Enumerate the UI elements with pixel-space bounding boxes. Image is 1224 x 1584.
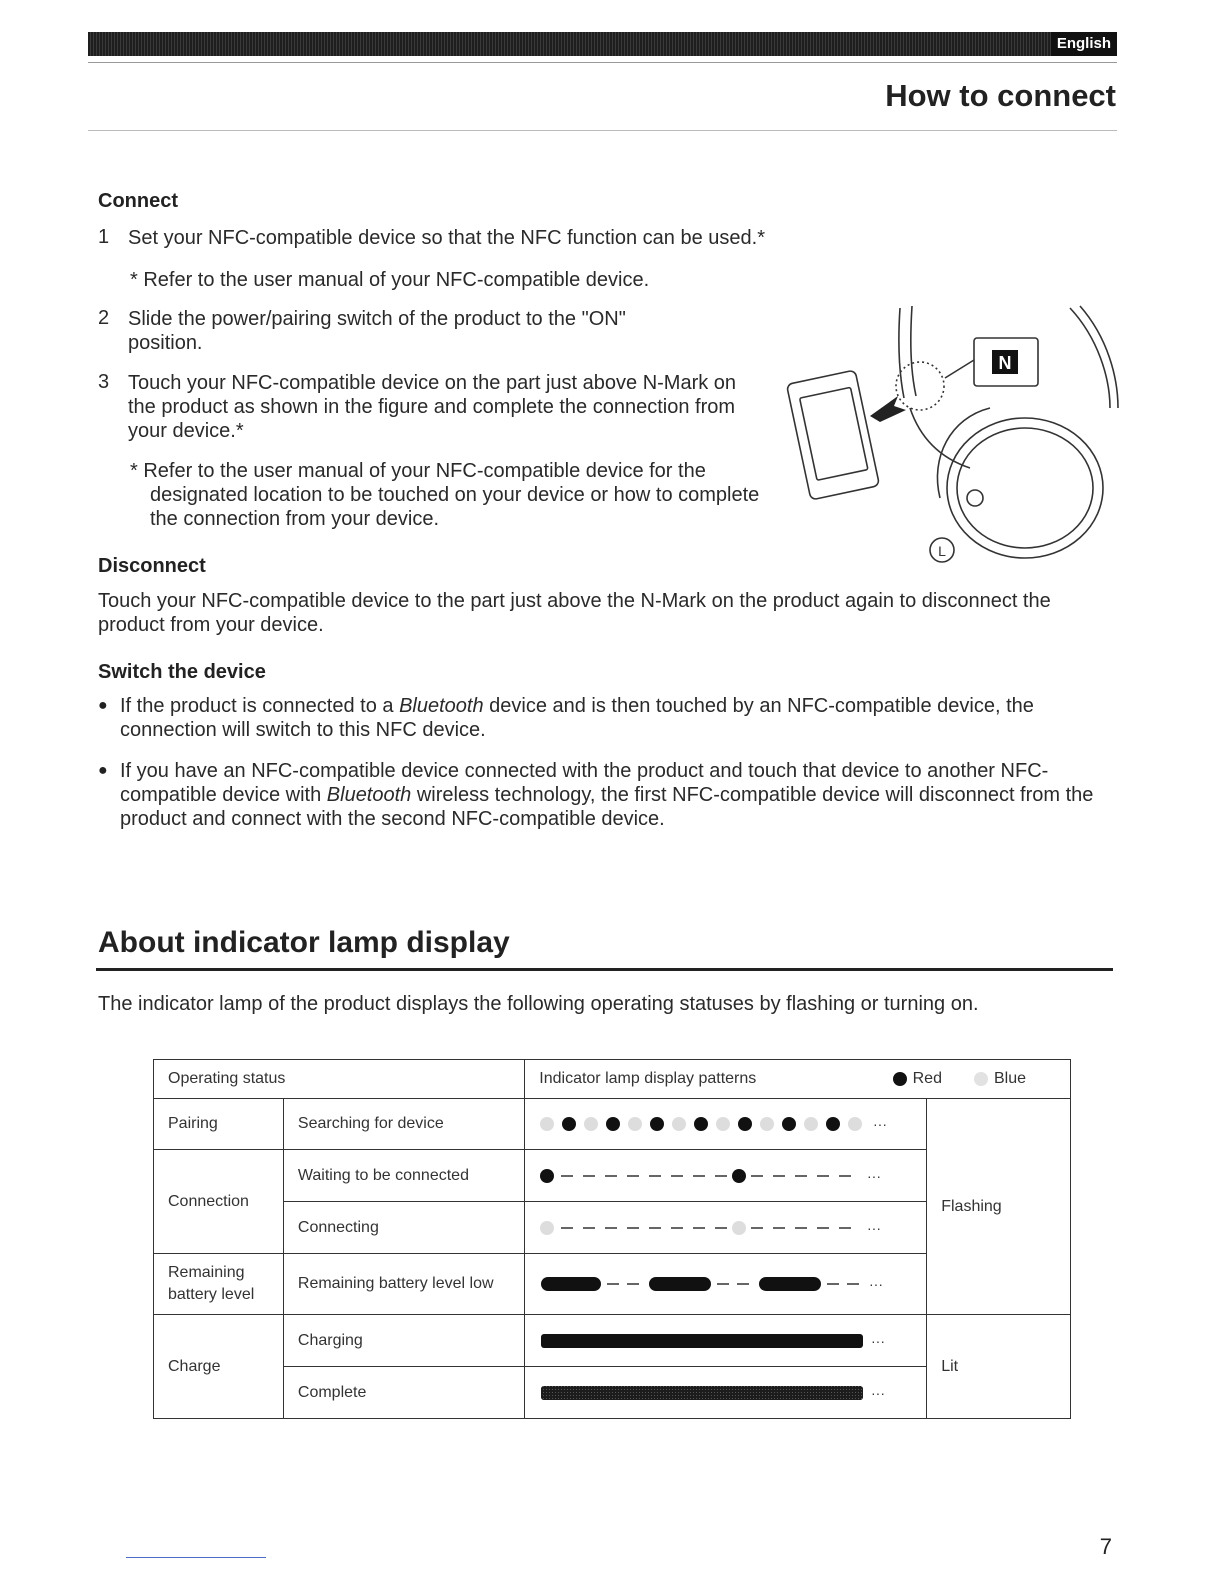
status-label: Complete: [283, 1367, 524, 1419]
ellipsis: ···: [871, 1384, 886, 1401]
pattern-waiting: [525, 1150, 927, 1202]
pattern-dots: [540, 1117, 862, 1131]
indicator-table: [153, 1059, 1071, 1419]
ellipsis: ···: [867, 1167, 882, 1184]
ellipsis: ···: [871, 1332, 886, 1349]
pattern-searching: [525, 1099, 927, 1150]
mode-flashing: Flashing: [927, 1099, 1071, 1315]
group-label: Remaining battery level: [154, 1254, 284, 1315]
header-bar: [88, 32, 1117, 56]
switch-bullet-1: If the product is connected to a Bluetooth device and is then touched by an NFC-compatible device, the connection will switch to this NFC device.: [120, 695, 1034, 741]
ellipsis: ···: [867, 1219, 882, 1236]
status-label: Connecting: [283, 1202, 524, 1254]
step-number: 1: [98, 226, 110, 248]
blue-dot-icon: [974, 1072, 988, 1086]
indicator-title-rule: [96, 968, 1113, 971]
pattern-battery-low: [525, 1254, 927, 1315]
status-label: Searching for device: [283, 1099, 524, 1150]
pattern-charging: [525, 1315, 927, 1367]
step-text: Slide the power/pairing switch of the product to the "ON" position.: [128, 308, 626, 354]
bullet-icon: ●: [98, 762, 108, 779]
step-note: * Refer to the user manual of your NFC-compatible device for the designated location to be touched on your device or how to complete the connection from your device.: [130, 460, 760, 530]
legend: Red Blue: [893, 1070, 1026, 1088]
header-operating-status: Operating status: [154, 1060, 525, 1099]
status-label: Waiting to be connected: [283, 1150, 524, 1202]
page-number: 7: [1099, 1534, 1112, 1559]
side-label: L: [938, 543, 946, 559]
bullet-icon: ●: [98, 697, 108, 714]
indicator-title: About indicator lamp display: [98, 926, 510, 959]
pattern-connecting: [525, 1202, 927, 1254]
mode-lit: Lit: [927, 1315, 1071, 1419]
switch-heading: Switch the device: [98, 661, 266, 683]
footer-line: [126, 1557, 266, 1558]
status-label: Remaining battery level low: [283, 1254, 524, 1315]
step-text: Set your NFC-compatible device so that the NFC function can be used.*: [128, 227, 765, 249]
ellipsis: ···: [873, 1116, 888, 1132]
switch-bullet-2: If you have an NFC-compatible device connected with the product and touch that device to another NFC-compatible device with Bluetooth wireless technology, the first NFC-compatible device will disconnect from the product and connect with the second NFC-compatible device.: [120, 760, 1094, 830]
title-divider: [88, 130, 1117, 131]
header-patterns: Indicator lamp display patterns Red Blue: [525, 1060, 1071, 1099]
step-note: * Refer to the user manual of your NFC-compatible device.: [130, 269, 650, 291]
step-text: Touch your NFC-compatible device on the part just above N-Mark on the product as shown in the figure and complete the connection from your device.*: [128, 372, 737, 442]
n-mark-icon: N: [998, 353, 1012, 373]
ellipsis: ···: [869, 1276, 884, 1292]
pattern-complete: [525, 1367, 927, 1419]
group-label: Connection: [154, 1150, 284, 1254]
disconnect-text: Touch your NFC-compatible device to the part just above the N-Mark on the product again to disconnect the product from your device.: [98, 590, 1051, 636]
indicator-intro: The indicator lamp of the product displays the following operating statuses by flashing or turning on.: [98, 993, 979, 1015]
header-divider: [88, 62, 1117, 63]
language-badge: English: [1051, 32, 1117, 56]
step-number: 2: [98, 307, 110, 329]
group-label: Pairing: [154, 1099, 284, 1150]
red-dot-icon: [893, 1072, 907, 1086]
page-title: How to connect: [885, 78, 1116, 113]
nfc-headphone-illustration: [780, 298, 1120, 568]
step-number: 3: [98, 371, 110, 393]
status-label: Charging: [283, 1315, 524, 1367]
connect-heading: Connect: [98, 190, 178, 212]
disconnect-heading: Disconnect: [98, 555, 206, 577]
group-label: Charge: [154, 1315, 284, 1419]
